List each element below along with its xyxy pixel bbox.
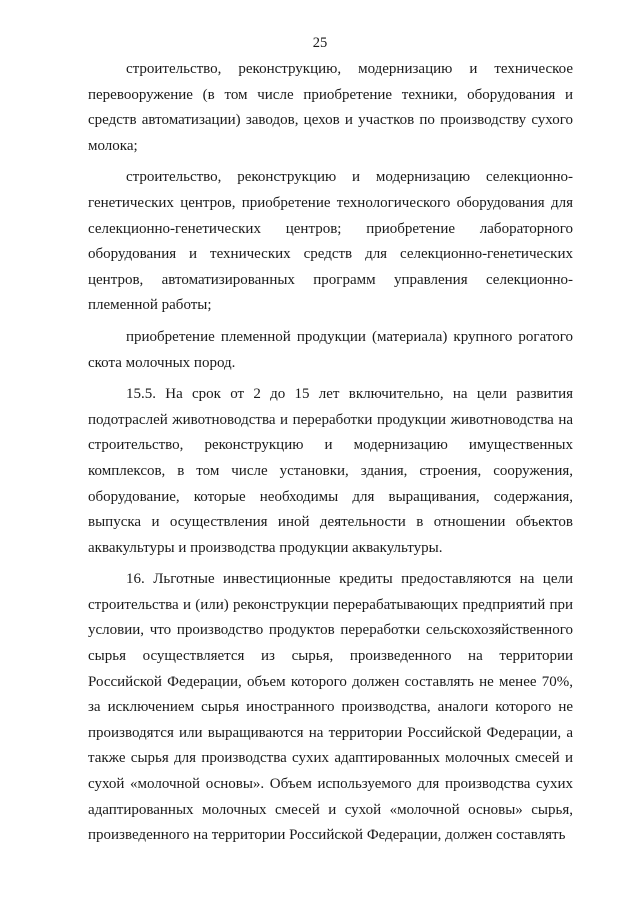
paragraph-clause-15-5: 15.5. На срок от 2 до 15 лет включительно, на цели развития подотраслей животноводства и переработки продукции животноводства на строительство, реконструкцию и модернизацию имущественных комплексов, в том числе установки, здания, строения, сооружения, оборудование, которые необходимы для выращивания, содержания, выпуска и осуществления иной деятельности в отношении объектов аквакультуры и производства продукции аквакультуры. xyxy=(88,386,573,556)
paragraph-breeding-cattle: приобретение племенной продукции (материала) крупного рогатого скота молочных пород. xyxy=(88,328,573,371)
paragraph-clause-16: 16. Льготные инвестиционные кредиты предоставляются на цели строительства и (или) реконструкции перерабатывающих предприятий при условии, что производство продуктов переработки сельскохозяйственного сырья осуществляется из сырья, произведенного на территории Российской Федерации, объем которого должен составлять не менее 70%, за исключением сырья иностранного производства, аналоги которого не производятся или выращиваются на территории Российской Федерации, а также сырья для производства сухих адаптированных молочных смесей и сухой «молочной основы». Объем используемого для производства сухих адаптированных молочных смесей и сухой «молочной основы» сырья, произведенного на территории Российской Федерации, должен составлять xyxy=(88,571,573,844)
paragraph-dry-milk-plants: строительство, реконструкцию, модернизацию и техническое перевооружение (в том числе приобретение техники, оборудования и средств автоматизации) заводов, цехов и участков по производству сухого молока; xyxy=(88,61,573,154)
page-number: 25 xyxy=(312,35,328,51)
paragraph-selection-genetic-centers: строительство, реконструкцию и модернизацию селекционно-генетических центров, приобретение технологического оборудования для селекционно-генетических центров; приобретение лабораторного оборудования и технических средств для селекционно-генетических центров, автоматизированных программ управления селекционно-племенной работы; xyxy=(88,169,573,314)
document-body xyxy=(88,57,573,849)
